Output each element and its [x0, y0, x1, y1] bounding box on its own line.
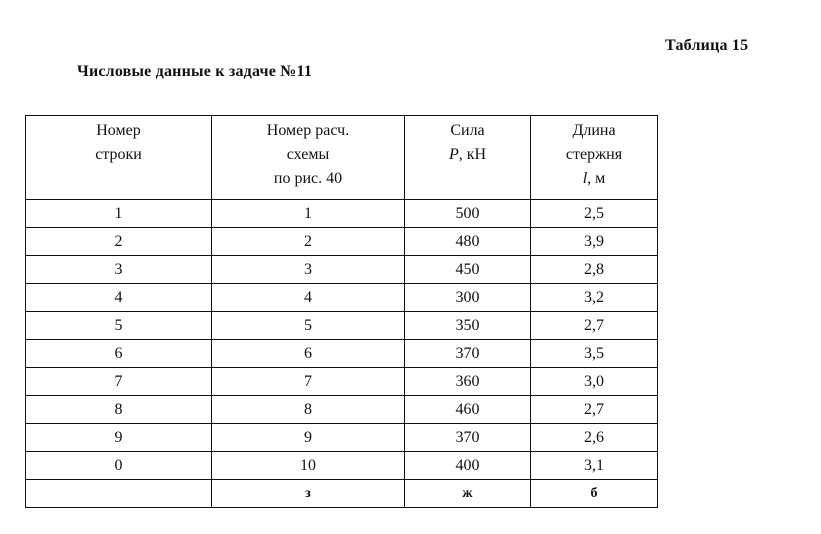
header-row-number: [26, 116, 212, 200]
length-cell: 2,6: [531, 424, 658, 452]
length-cell: 3,2: [531, 284, 658, 312]
row-number-cell: 7: [26, 368, 212, 396]
header-row-number-line-2: строки: [95, 146, 142, 163]
length-cell: 3,0: [531, 368, 658, 396]
force-cell: 480: [405, 228, 531, 256]
table-row: [26, 424, 658, 452]
table-row: [26, 312, 658, 340]
length-cell: 2,7: [531, 396, 658, 424]
table-row: [26, 256, 658, 284]
header-length-line-1: Длина: [572, 122, 616, 139]
header-length: [531, 116, 658, 200]
header-length-line-2: стержня: [565, 146, 623, 163]
scheme-number-cell: 3: [212, 256, 405, 284]
row-number-cell: 6: [26, 340, 212, 368]
table-caption: Числовые данные к задаче №11: [77, 63, 313, 80]
force-cell: 300: [405, 284, 531, 312]
scheme-number-cell: 1: [212, 200, 405, 228]
table-row: [26, 200, 658, 228]
header-row: [26, 116, 658, 200]
length-unit: , м: [587, 170, 606, 187]
force-cell: 370: [405, 424, 531, 452]
force-cell: 370: [405, 340, 531, 368]
row-number-cell: 4: [26, 284, 212, 312]
row-number-cell: 9: [26, 424, 212, 452]
row-number-cell: 3: [26, 256, 212, 284]
header-force-line-1: Сила: [450, 122, 485, 139]
header-force-line-2: [405, 143, 530, 167]
header-row-number-line-1: Номер: [96, 122, 141, 139]
table-row: [26, 368, 658, 396]
scheme-number-cell: 9: [212, 424, 405, 452]
row-number-cell: 2: [26, 228, 212, 256]
scheme-code-cell: з: [212, 480, 405, 508]
row-number-cell: 1: [26, 200, 212, 228]
table-row: [26, 228, 658, 256]
force-cell: 460: [405, 396, 531, 424]
table-row: [26, 284, 658, 312]
length-cell: 3,9: [531, 228, 658, 256]
scheme-number-cell: 5: [212, 312, 405, 340]
row-number-cell: 8: [26, 396, 212, 424]
data-table: [25, 115, 658, 508]
force-symbol: P: [448, 146, 459, 163]
length-cell: 3,1: [531, 452, 658, 480]
header-scheme-number-line-2: схемы: [286, 146, 330, 163]
table-number: Таблица 15: [665, 37, 749, 54]
force-cell: 450: [405, 256, 531, 284]
length-symbol: l: [582, 170, 588, 187]
force-cell: 500: [405, 200, 531, 228]
header-length-line-3: [531, 167, 657, 191]
row-number-cell: 5: [26, 312, 212, 340]
length-cell: 3,5: [531, 340, 658, 368]
table-row: [26, 396, 658, 424]
table-row-letter-codes: [26, 480, 658, 508]
scheme-number-cell: 10: [212, 452, 405, 480]
force-cell: 350: [405, 312, 531, 340]
length-cell: 2,8: [531, 256, 658, 284]
force-unit: , кН: [458, 146, 487, 163]
header-scheme-number-line-3: по рис. 40: [273, 170, 343, 187]
row-number-cell: [26, 480, 212, 508]
header-scheme-number: [212, 116, 405, 200]
length-cell: 2,7: [531, 312, 658, 340]
scheme-number-cell: 6: [212, 340, 405, 368]
scheme-number-cell: 2: [212, 228, 405, 256]
table-row: [26, 340, 658, 368]
force-code-cell: ж: [405, 480, 531, 508]
length-cell: 2,5: [531, 200, 658, 228]
row-number-cell: 0: [26, 452, 212, 480]
scheme-number-cell: 8: [212, 396, 405, 424]
length-code-cell: б: [531, 480, 658, 508]
table-row: [26, 452, 658, 480]
force-cell: 360: [405, 368, 531, 396]
scheme-number-cell: 4: [212, 284, 405, 312]
header-force: [405, 116, 531, 200]
header-scheme-number-line-1: Номер расч.: [266, 122, 350, 139]
force-cell: 400: [405, 452, 531, 480]
scheme-number-cell: 7: [212, 368, 405, 396]
